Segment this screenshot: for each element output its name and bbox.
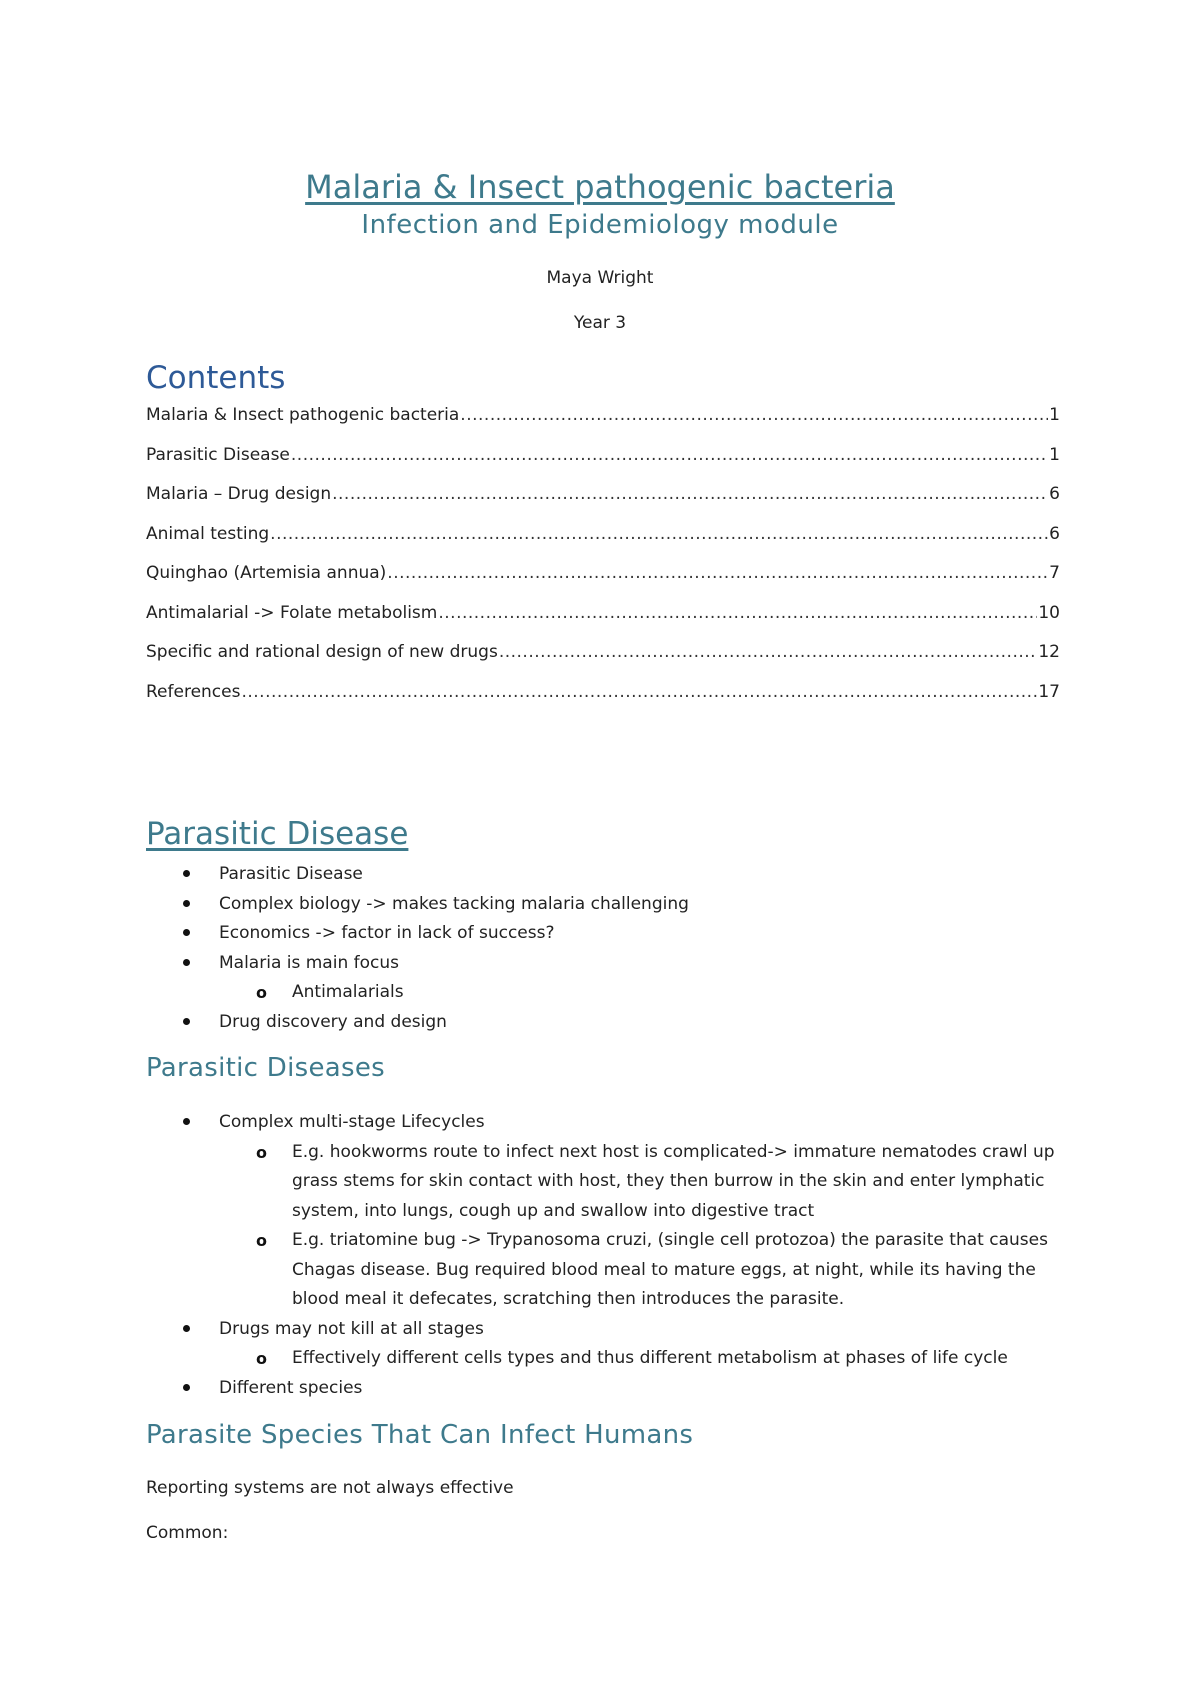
toc-entry-page: 6 <box>1049 484 1060 504</box>
toc-entry[interactable] <box>146 603 1060 643</box>
document-title: Malaria & Insect pathogenic bacteria <box>305 168 895 206</box>
toc-entry[interactable] <box>146 563 1060 603</box>
toc-entry[interactable] <box>146 484 1060 524</box>
toc-entry-label: Quinghao (Artemisia annua) <box>146 563 387 583</box>
toc-entry-label: Animal testing <box>146 523 270 544</box>
toc-entry-label: Malaria – Drug design <box>146 484 332 504</box>
toc-entry-page: 12 <box>1038 642 1060 662</box>
toc-entry[interactable] <box>146 682 1060 722</box>
toc-entry-label: Malaria & Insect pathogenic bacteria <box>146 405 460 425</box>
section-heading-parasitic-diseases: Parasitic Diseases <box>146 1053 386 1083</box>
toc-entry[interactable] <box>146 524 1060 564</box>
toc-entry-page: 10 <box>1038 602 1060 623</box>
author-name: Maya Wright <box>546 268 654 288</box>
list-item: Parasitic Disease <box>146 860 1066 890</box>
bullet-list-parasitic-diseases <box>146 1108 1066 1403</box>
sub-list-item: o E.g. triatomine bug -> Trypanosoma cruzi, (single cell protozoa) the parasite that causes Chagas disease. Bug required blood meal to mature eggs, at night, while its having the blood meal it defecates, scratching then introduces the parasite. <box>146 1226 1066 1315</box>
toc-entry-page: 6 <box>1049 523 1060 544</box>
section-heading-parasite-species: Parasite Species That Can Infect Humans <box>146 1420 694 1450</box>
toc-entry-label: Specific and rational design of new drugs <box>146 642 498 662</box>
list-item: Drug discovery and design <box>146 1008 1066 1038</box>
list-item: Complex multi-stage Lifecycles <box>146 1108 1066 1138</box>
toc-entry[interactable] <box>146 642 1060 682</box>
list-item: Drugs may not kill at all stages <box>146 1315 1066 1345</box>
toc-entry-page: 1 <box>1049 405 1060 425</box>
toc-entry[interactable] <box>146 445 1060 485</box>
contents-heading: Contents <box>146 360 286 396</box>
paragraph-reporting: Reporting systems are not always effective <box>146 1478 514 1498</box>
sub-list-item: o E.g. hookworms route to infect next host is complicated-> immature nematodes crawl up grass stems for skin contact with host, they then burrow in the skin and enter lymphatic system, into lungs, cough up and swallow into digestive tract <box>146 1138 1066 1227</box>
table-of-contents <box>146 405 1060 721</box>
list-item: Different species <box>146 1374 1066 1404</box>
sub-list-item: o Antimalarials <box>146 978 1066 1008</box>
toc-entry-page: 7 <box>1049 563 1060 583</box>
document-subtitle: Infection and Epidemiology module <box>361 210 839 240</box>
toc-entry-page: 17 <box>1038 681 1060 702</box>
sub-list-item: o Effectively different cells types and thus different metabolism at phases of life cycle <box>146 1344 1066 1374</box>
list-item: Economics -> factor in lack of success? <box>146 919 1066 949</box>
section-heading-parasitic-disease: Parasitic Disease <box>146 816 409 852</box>
toc-entry-label: Antimalarial -> Folate metabolism <box>146 602 438 623</box>
year-label: Year 3 <box>573 313 627 333</box>
list-item: Malaria is main focus <box>146 949 1066 979</box>
list-item: Complex biology -> makes tacking malaria challenging <box>146 890 1066 920</box>
toc-entry-page: 1 <box>1049 444 1060 465</box>
paragraph-common-label: Common: <box>146 1523 229 1543</box>
bullet-list-parasitic-disease <box>146 860 1066 1037</box>
toc-entry[interactable] <box>146 405 1060 445</box>
toc-entry-label: References <box>146 681 241 702</box>
toc-entry-label: Parasitic Disease <box>146 444 290 465</box>
